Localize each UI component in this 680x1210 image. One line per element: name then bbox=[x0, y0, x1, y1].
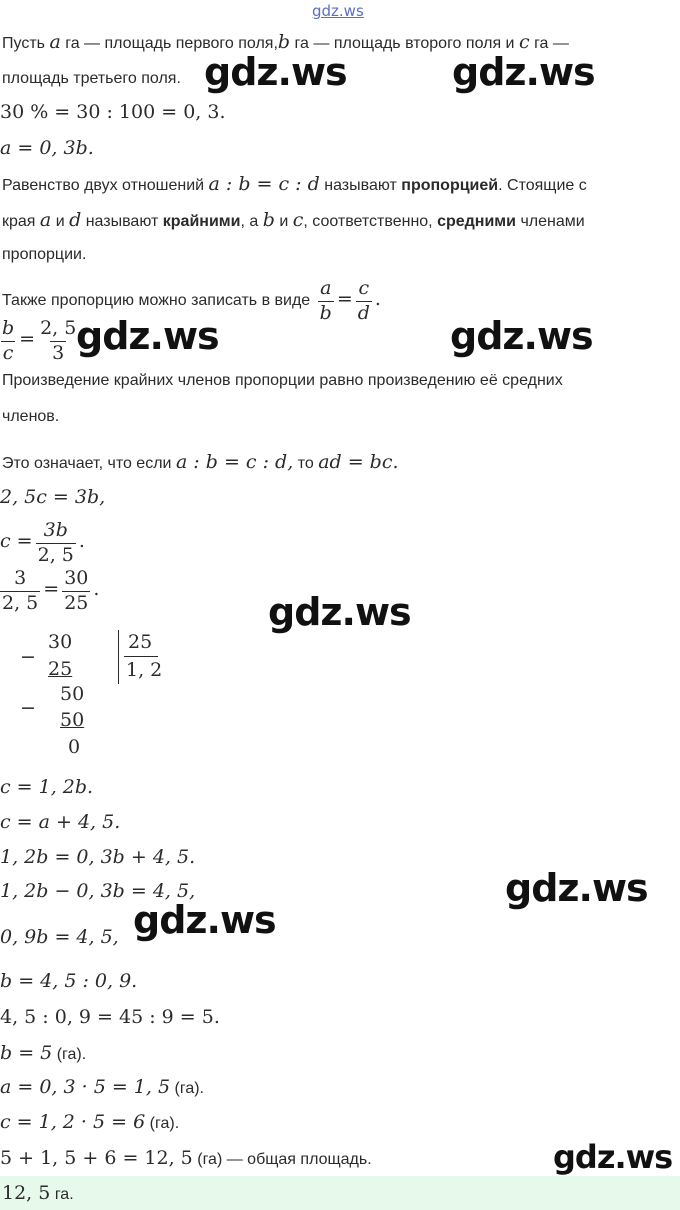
minus-sign: − bbox=[20, 646, 36, 668]
divisor: 25 bbox=[128, 631, 153, 653]
equals-sign: = bbox=[19, 328, 36, 351]
denominator: 2, 5 bbox=[2, 592, 39, 614]
subtrahend: 50 bbox=[60, 709, 85, 731]
percent-equation: 30 % = 30 : 100 = 0, 3. bbox=[0, 101, 226, 123]
unit: (га). bbox=[174, 1080, 204, 1097]
intro-line-2: площадь третьего поля. bbox=[2, 70, 181, 87]
product-line-1: Произведение крайних членов пропорции равно произведению её средних bbox=[2, 372, 563, 389]
means-statement bbox=[2, 451, 399, 473]
term-extremes: крайними bbox=[162, 213, 241, 230]
var-c: c bbox=[518, 31, 530, 53]
solution-line bbox=[0, 1147, 372, 1169]
period: . bbox=[78, 530, 85, 553]
intro-text-4: га — bbox=[534, 35, 569, 52]
fraction-3-25 bbox=[0, 568, 40, 614]
definition-text: Равенство двух отношений bbox=[2, 177, 205, 194]
watermark: gdz.ws bbox=[505, 866, 648, 910]
divisor-line bbox=[124, 656, 158, 657]
ratio-equation bbox=[0, 318, 81, 366]
minus-sign: − bbox=[20, 697, 36, 719]
numerator: 30 bbox=[64, 567, 89, 589]
solution-line bbox=[0, 1111, 179, 1133]
var-a: a bbox=[49, 31, 61, 53]
final-remainder: 0 bbox=[68, 736, 81, 758]
intro-text-1: Пусть bbox=[2, 35, 45, 52]
denominator: d bbox=[357, 302, 370, 324]
fraction-b-c bbox=[0, 318, 16, 364]
denominator: c bbox=[2, 342, 14, 364]
intro-text-3: га — площадь второго поля и bbox=[294, 35, 515, 52]
equation: c = 1, 2 · 5 = 6 bbox=[0, 1111, 146, 1133]
answer bbox=[2, 1182, 74, 1204]
watermark: gdz.ws bbox=[204, 50, 347, 94]
site-header-link[interactable]: gdz.ws bbox=[312, 2, 364, 20]
definition-text: и bbox=[55, 213, 65, 230]
numerator: c bbox=[358, 277, 370, 299]
definition-text: членами bbox=[520, 213, 585, 230]
dividend: 30 bbox=[48, 631, 73, 653]
var-b: b bbox=[277, 31, 291, 53]
equation: b = 5 bbox=[0, 1042, 53, 1064]
fraction-25-3 bbox=[38, 318, 78, 364]
unit: (га). bbox=[56, 1046, 87, 1063]
solution-line: 0, 9b = 4, 5, bbox=[0, 926, 119, 948]
solution-line: c = a + 4, 5. bbox=[0, 811, 121, 833]
denominator: 2, 5 bbox=[37, 544, 74, 566]
solution-line: 1, 2b = 0, 3b + 4, 5. bbox=[0, 846, 196, 868]
equation: 5 + 1, 5 + 6 = 12, 5 bbox=[0, 1147, 193, 1169]
numerator: a bbox=[320, 277, 332, 299]
proportion-expression: a : b = c : d, bbox=[175, 451, 294, 473]
c-fraction-equation bbox=[0, 520, 85, 566]
unit: (га) — общая площадь. bbox=[197, 1151, 372, 1168]
answer-box bbox=[0, 1176, 680, 1210]
alternative-text: Также пропорцию можно записать в виде bbox=[2, 292, 311, 310]
step-equation: 2, 5c = 3b, bbox=[0, 486, 106, 508]
solution-line: 4, 5 : 0, 9 = 45 : 9 = 5. bbox=[0, 1006, 220, 1028]
definition-text: и bbox=[279, 213, 289, 230]
definition-text: . Стоящие с bbox=[498, 177, 587, 194]
fraction-30-25 bbox=[62, 568, 90, 614]
definition-text: , соответственно, bbox=[303, 213, 433, 230]
answer-value: 12, 5 bbox=[2, 1182, 51, 1204]
definition-text: края bbox=[2, 213, 36, 230]
intro-text-2: га — площадь первого поля, bbox=[65, 35, 278, 52]
period: . bbox=[93, 578, 100, 601]
watermark: gdz.ws bbox=[268, 590, 411, 634]
fraction-conversion bbox=[0, 568, 99, 614]
var-d: d bbox=[69, 209, 82, 231]
subtrahend: 25 bbox=[48, 658, 73, 680]
equals-sign: = bbox=[43, 578, 60, 601]
definition-line-3: пропорции. bbox=[2, 246, 87, 263]
definition-line-2 bbox=[2, 209, 585, 231]
definition-text: называют bbox=[85, 213, 159, 230]
definition-text: , а bbox=[240, 213, 259, 230]
denominator: 3 bbox=[52, 342, 65, 364]
numerator: 3b bbox=[43, 519, 68, 541]
var-a: a bbox=[39, 209, 52, 231]
period: . bbox=[374, 288, 381, 311]
fraction-a-b bbox=[318, 278, 334, 324]
equation: a = 0, 3 · 5 = 1, 5 bbox=[0, 1076, 171, 1098]
definition-line-1 bbox=[2, 173, 587, 195]
numerator: 3 bbox=[14, 567, 27, 589]
watermark: gdz.ws bbox=[76, 314, 219, 358]
remainder: 50 bbox=[60, 683, 85, 705]
means-text: то bbox=[297, 455, 314, 472]
equals-sign: = bbox=[336, 288, 353, 311]
a-equation: a = 0, 3b. bbox=[0, 137, 94, 159]
fraction-c-d bbox=[356, 278, 372, 324]
numerator: b bbox=[2, 318, 15, 339]
denominator: b bbox=[319, 302, 332, 324]
solution-line: c = 1, 2b. bbox=[0, 776, 94, 798]
proportion-expression: a : b = c : d bbox=[208, 173, 320, 195]
numerator: 2, 5 bbox=[40, 318, 77, 339]
term-proportion: пропорцией bbox=[401, 177, 499, 194]
solution-line: b = 4, 5 : 0, 9. bbox=[0, 970, 138, 992]
watermark: gdz.ws bbox=[553, 1138, 673, 1176]
quotient: 1, 2 bbox=[126, 659, 163, 681]
var-b: b bbox=[262, 209, 275, 231]
denominator: 25 bbox=[64, 592, 89, 614]
product-equality: ad = bc. bbox=[318, 451, 399, 473]
answer-unit: га. bbox=[54, 1186, 74, 1203]
fraction-3b-25 bbox=[36, 520, 76, 566]
definition-text: называют bbox=[324, 177, 397, 194]
watermark: gdz.ws bbox=[450, 314, 593, 358]
solution-line bbox=[0, 1076, 204, 1098]
division-bar bbox=[118, 630, 119, 684]
solution-line: 1, 2b − 0, 3b = 4, 5, bbox=[0, 880, 196, 902]
means-text: Это означает, что если bbox=[2, 455, 172, 472]
watermark: gdz.ws bbox=[133, 898, 276, 942]
product-line-2: членов. bbox=[2, 408, 60, 425]
term-means: средними bbox=[437, 213, 516, 230]
watermark: gdz.ws bbox=[452, 50, 595, 94]
var-c: c bbox=[292, 209, 304, 231]
solution-line bbox=[0, 1042, 86, 1064]
unit: (га). bbox=[149, 1115, 180, 1132]
c-equals: c = bbox=[0, 530, 33, 553]
